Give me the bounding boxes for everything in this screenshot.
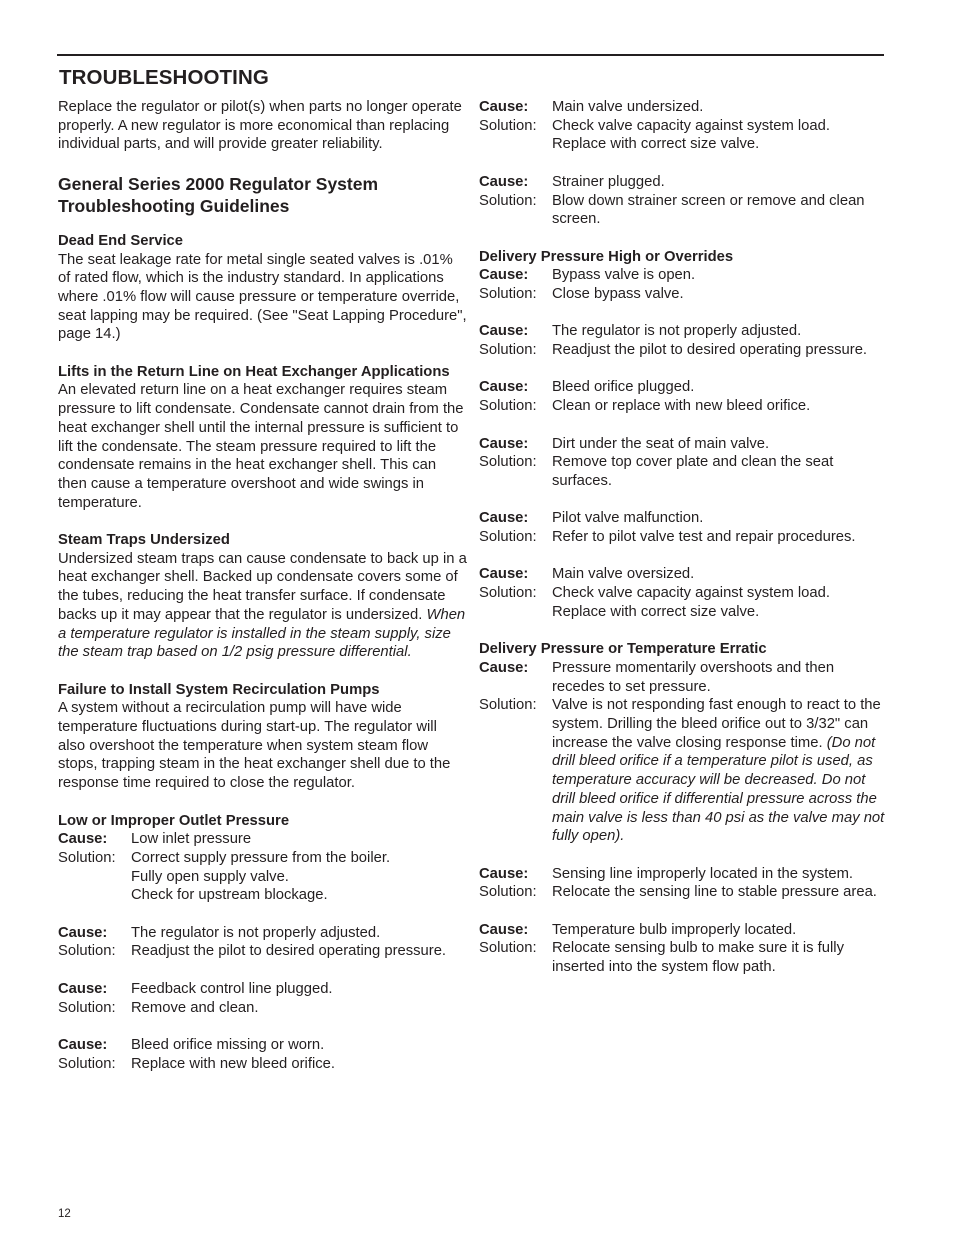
- section-subtitle: General Series 2000 Regulator System Troubleshooting Guidelines: [58, 173, 379, 216]
- low-outlet-continued-list: [479, 98, 889, 248]
- solution-line: Relocate the sensing line to stable pressure area.: [552, 884, 877, 901]
- cause-text: The regulator is not properly adjusted.: [131, 924, 381, 941]
- delivery-high-heading: Delivery Pressure High or Overrides: [479, 248, 734, 265]
- solution-text: [552, 883, 889, 902]
- intro-paragraph: Replace the regulator or pilot(s) when parts no longer operate properly. A new regulator is more economical than replacing individual parts, and will provide greater reliability.: [58, 99, 462, 153]
- cause-label: Cause:: [479, 173, 529, 190]
- cause-text: Low inlet pressure: [131, 831, 252, 848]
- solution-text: [552, 117, 889, 154]
- solution-label: Solution:: [479, 697, 537, 714]
- cause-label: Cause:: [479, 566, 529, 583]
- solution-text: [552, 192, 889, 229]
- solution-line: Relocate sensing bulb to make sure it is fully inserted into the system flow path.: [552, 940, 844, 976]
- recirculation-heading: Failure to Install System Recirculation Pumps: [58, 681, 380, 698]
- erratic-list: [479, 865, 889, 996]
- cause-solution-pair: [479, 378, 889, 415]
- recirculation-body: A system without a recirculation pump will have wide temperature fluctuations during start-up. The regulator will also overshoot the temperature when system steam flow stops, trapping steam in the heat exchanger shell due to the response time required to close the regulator.: [58, 700, 451, 792]
- lifts-body: An elevated return line on a heat exchanger requires steam pressure to lift condensate. Condensate cannot drain from the heat exchanger shell until the internal pressure is sufficient to lift the condensate. The steam pressure required to lift the condensate remains in the heat exchanger shell. This can then cause a temperature overshoot and wide swings in temperature.: [58, 382, 464, 511]
- solution-line: Replace with correct size valve.: [552, 136, 760, 153]
- cause-label: Cause:: [479, 323, 529, 340]
- solution-line: Close bypass valve.: [552, 286, 684, 302]
- solution-line: Remove and clean.: [131, 999, 259, 1016]
- cause-text: Bypass valve is open.: [552, 267, 696, 284]
- cause-label: Cause:: [479, 659, 529, 676]
- page-title: TROUBLESHOOTING: [59, 66, 269, 89]
- cause-text: Bleed orifice missing or worn.: [131, 1036, 325, 1053]
- solution-line: Fully open supply valve.: [131, 868, 289, 885]
- solution-line: Remove top cover plate and clean the seat surfaces.: [552, 454, 834, 489]
- solution-label: Solution:: [58, 943, 116, 960]
- cause-text: Sensing line improperly located in the system.: [552, 865, 854, 882]
- solution-label: Solution:: [479, 529, 537, 546]
- dead-end-body: The seat leakage rate for metal single seated valves is .01% of rated flow, which is the industry standard. In applications where .01% flow will cause pressure or temperature override, seat lapping may be required. (See "Seat Lapping Procedure", page 14.): [58, 251, 467, 343]
- solution-label: Solution:: [479, 454, 537, 471]
- solution-text: [552, 285, 889, 304]
- solution-line: Replace with correct size valve.: [552, 603, 760, 620]
- cause-solution-pair: [479, 921, 889, 977]
- cause-solution-pair: [479, 865, 889, 902]
- cause-text: Main valve oversized.: [552, 566, 695, 583]
- cause-solution-pair: [479, 266, 889, 303]
- cause-label: Cause:: [479, 435, 529, 452]
- cause-label: Cause:: [58, 831, 108, 848]
- cause-text: The regulator is not properly adjusted.: [552, 323, 802, 340]
- cause-solution-pair: [479, 173, 889, 229]
- solution-line: Correct supply pressure from the boiler.: [131, 849, 391, 866]
- delivery-high-list: [479, 266, 889, 640]
- solution-line: Blow down strainer screen or remove and clean screen.: [552, 192, 865, 228]
- cause-solution-pair: [58, 924, 468, 961]
- cause-solution-pair: [479, 98, 889, 154]
- steam-traps-note: When a temperature regulator is installed in the steam supply, size the steam trap based on 1/2 psig pressure differential.: [58, 606, 466, 661]
- solution-text: [552, 696, 889, 846]
- solution-text: [131, 999, 468, 1018]
- cause-label: Cause:: [479, 510, 529, 527]
- solution-line: Check valve capacity against system load.: [552, 117, 830, 134]
- solution-text: [552, 397, 889, 416]
- cause-solution-pair: [479, 659, 889, 846]
- solution-text: [131, 849, 468, 905]
- solution-text: [131, 942, 468, 961]
- cause-label: Cause:: [58, 924, 108, 941]
- solution-line: Check valve capacity against system load.: [552, 585, 830, 602]
- solution-line: Check for upstream blockage.: [131, 887, 328, 904]
- cause-solution-pair: [479, 509, 889, 546]
- solution-text-regular: Valve is not responding fast enough to react to the system. Drilling the bleed orifice out to 3/32" can increase the valve closing response time.: [552, 697, 881, 751]
- cause-solution-pair: [58, 830, 468, 905]
- low-outlet-list: [58, 830, 468, 1092]
- solution-text: [552, 453, 889, 490]
- cause-label: Cause:: [58, 1036, 108, 1053]
- lifts-heading: Lifts in the Return Line on Heat Exchanger Applications: [58, 363, 450, 380]
- low-outlet-heading: Low or Improper Outlet Pressure: [58, 812, 290, 829]
- solution-label: Solution:: [479, 940, 537, 957]
- cause-label: Cause:: [479, 921, 529, 938]
- solution-text-note: (Do not drill bleed orifice if a temperature pilot is used, as temperature accuracy will be decreased. Do not drill bleed orifice if differential pressure across the main valve is less than 40 psi as the valve may not fully open).: [552, 734, 885, 845]
- cause-solution-pair: [479, 435, 889, 491]
- cause-text: Temperature bulb improperly located.: [552, 921, 797, 938]
- solution-line: Replace with new bleed orifice.: [131, 1055, 335, 1072]
- cause-text: Strainer plugged.: [552, 173, 665, 190]
- cause-text: Main valve undersized.: [552, 99, 704, 115]
- solution-text: [552, 528, 889, 547]
- cause-text: Feedback control line plugged.: [131, 980, 333, 997]
- cause-solution-pair: [58, 980, 468, 1017]
- steam-traps-body: [58, 550, 468, 662]
- solution-text: [552, 584, 889, 621]
- cause-text: Pilot valve malfunction.: [552, 510, 704, 527]
- solution-line: Clean or replace with new bleed orifice.: [552, 398, 811, 415]
- cause-solution-pair: [479, 565, 889, 621]
- header-rule: [57, 54, 884, 56]
- cause-text: Pressure momentarily overshoots and then recedes to set pressure.: [552, 659, 835, 695]
- solution-label: Solution:: [479, 884, 537, 901]
- cause-label: Cause:: [479, 379, 529, 396]
- solution-label: Solution:: [58, 849, 116, 866]
- solution-label: Solution:: [58, 1055, 116, 1072]
- dead-end-heading: Dead End Service: [58, 232, 184, 249]
- left-column: [58, 98, 468, 1092]
- solution-text: [552, 939, 889, 976]
- solution-label: Solution:: [479, 398, 537, 415]
- steam-traps-text: Undersized steam traps can cause condensate to back up in a heat exchanger shell. Backed up condensate covers some of the tubes, reducing the heat transfer surface. If condensate backs up it may appear that the regulator is undersized.: [58, 550, 467, 623]
- solution-label: Solution:: [479, 342, 537, 359]
- cause-solution-pair: [58, 1036, 468, 1073]
- page-number: 12: [58, 1208, 71, 1220]
- solution-line: Refer to pilot valve test and repair procedures.: [552, 529, 856, 546]
- cause-solution-pair: [479, 322, 889, 359]
- solution-label: Solution:: [479, 117, 537, 134]
- cause-label: Cause:: [479, 865, 529, 882]
- solution-label: Solution:: [479, 286, 537, 302]
- cause-label: Cause:: [58, 980, 108, 997]
- solution-label: Solution:: [58, 999, 116, 1016]
- right-column: [479, 98, 889, 996]
- cause-text: Dirt under the seat of main valve.: [552, 435, 770, 452]
- erratic-heading: Delivery Pressure or Temperature Erratic: [479, 641, 767, 658]
- solution-line: Readjust the pilot to desired operating pressure.: [131, 943, 447, 960]
- cause-label: Cause:: [479, 267, 529, 284]
- solution-label: Solution:: [479, 192, 537, 209]
- steam-traps-heading: Steam Traps Undersized: [58, 532, 230, 549]
- cause-label: Cause:: [479, 99, 529, 115]
- cause-text: Bleed orifice plugged.: [552, 379, 695, 396]
- solution-text: [131, 1055, 468, 1074]
- solution-line: Readjust the pilot to desired operating pressure.: [552, 342, 868, 359]
- solution-text: [552, 341, 889, 360]
- solution-label: Solution:: [479, 585, 537, 602]
